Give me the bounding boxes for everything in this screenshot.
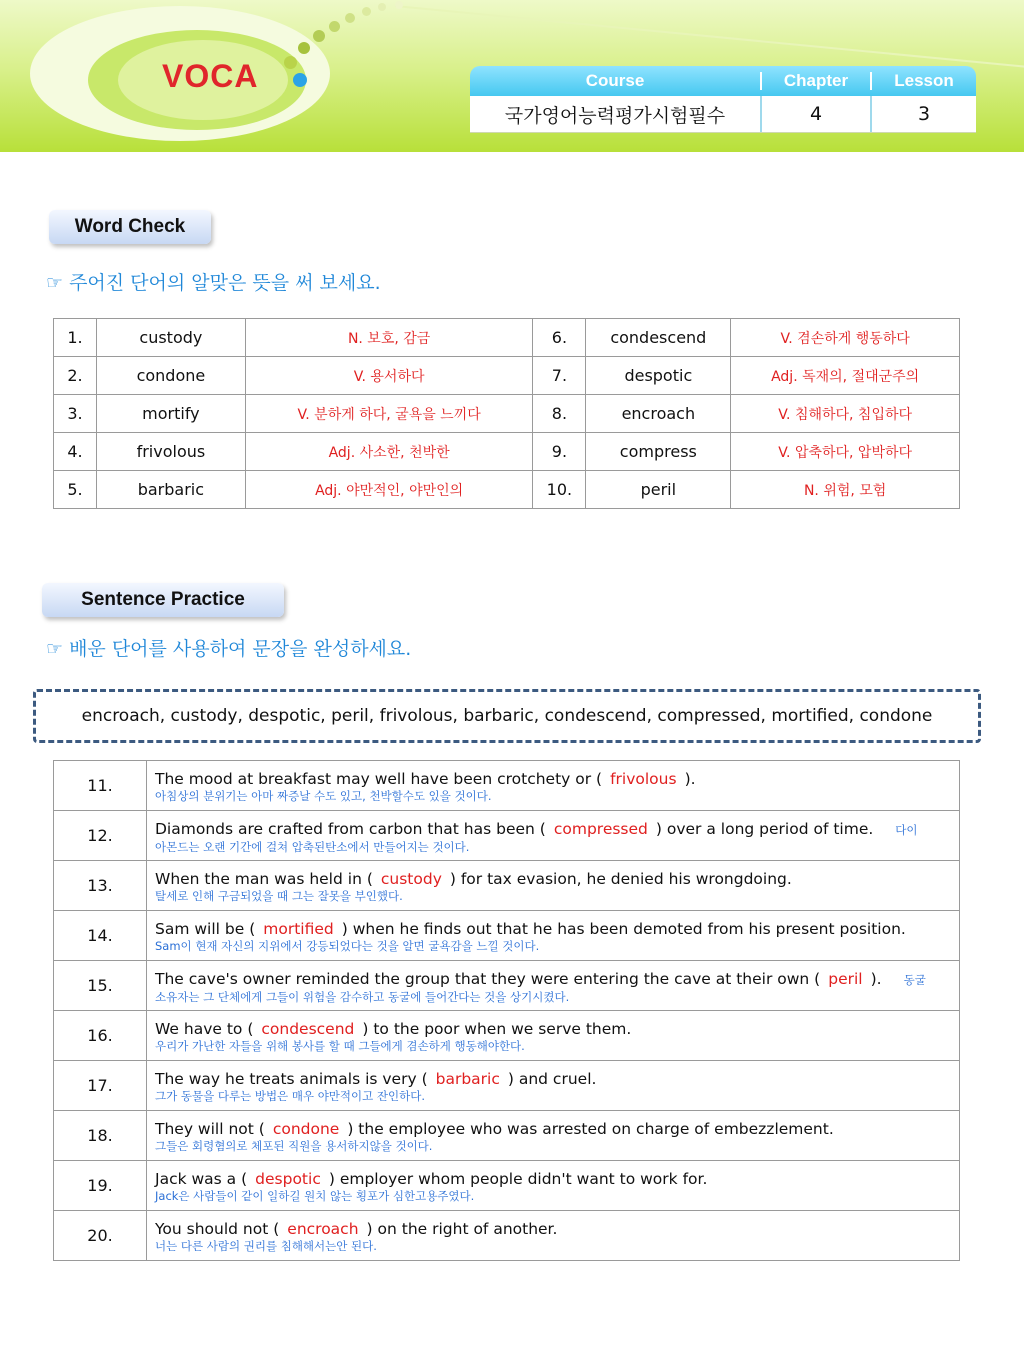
sentence-after: ) the employee who was arrested on charge of embezzlement.	[347, 1120, 834, 1138]
chapter-value: 4	[809, 103, 823, 125]
sentence-after: ) for tax evasion, he denied his wrongdoing.	[449, 870, 792, 888]
sentence-number: 14.	[54, 911, 147, 961]
table-row	[54, 1211, 960, 1261]
sentence-cell	[147, 1111, 960, 1161]
word-number: 1.	[54, 319, 97, 357]
korean-translation: 소유자는 그 단체에게 그들이 위험을 감수하고 동굴에 들어간다는 것을 상기시켰다.	[155, 989, 570, 1004]
word: despotic	[586, 357, 731, 395]
sentence-before: The mood at breakfast may well have been crotchety or (	[155, 770, 603, 788]
word: compress	[586, 433, 731, 471]
word-check-instruction: ☞ 주어진 단어의 알맞은 뜻을 써 보세요.	[46, 272, 381, 294]
table-row	[54, 811, 960, 861]
korean-translation: 아침상의 분위기는 아마 짜증날 수도 있고, 천박할수도 있을 것이다.	[155, 789, 492, 803]
answer-blank: frivolous	[610, 770, 677, 788]
english-sentence	[155, 969, 951, 990]
decor-dot	[362, 7, 371, 16]
sentence-after: ) to the poor when we serve them.	[362, 1020, 632, 1038]
english-sentence	[155, 1219, 951, 1239]
sentence-after: ) and cruel.	[507, 1070, 597, 1088]
decor-dot	[293, 73, 307, 87]
answer-blank: encroach	[287, 1220, 359, 1238]
chapter-column-label: Chapter	[783, 71, 849, 90]
answer-blank: barbaric	[435, 1070, 500, 1088]
sentence-number: 12.	[54, 811, 147, 861]
word-number: 5.	[54, 471, 97, 509]
lesson-column-label: Lesson	[894, 71, 954, 90]
sentence-cell	[147, 811, 960, 861]
word-check-title: Word Check	[49, 210, 211, 244]
table-row	[54, 357, 960, 395]
table-row	[54, 471, 960, 509]
sentence-table	[53, 760, 960, 1261]
voca-logo: VOCA	[162, 58, 259, 94]
word: condescend	[586, 319, 731, 357]
lesson-value: 3	[917, 103, 931, 125]
course-info-values	[470, 96, 976, 133]
table-row	[54, 319, 960, 357]
sentence-before: The way he treats animals is very (	[155, 1070, 428, 1088]
decorative-sweep-line	[395, 5, 1024, 68]
sentence-number: 17.	[54, 1061, 147, 1111]
korean-translation: 너는 다른 사람의 권리를 침해해서는안 된다.	[155, 1239, 377, 1253]
table-row	[54, 761, 960, 811]
sentence-after: ) over a long period of time.	[655, 819, 874, 838]
word-number: 3.	[54, 395, 97, 433]
word: condone	[96, 357, 245, 395]
word: frivolous	[96, 433, 245, 471]
english-sentence	[155, 1169, 951, 1189]
table-row	[54, 395, 960, 433]
english-sentence	[155, 1069, 951, 1089]
korean-translation-start: 다이	[895, 822, 918, 837]
decor-dot	[329, 21, 340, 32]
decor-dot	[345, 13, 355, 23]
english-sentence	[155, 1119, 951, 1139]
course-info-table	[470, 66, 976, 132]
answer-blank: despotic	[255, 1170, 321, 1188]
answer-blank: condone	[272, 1120, 340, 1138]
word-meaning: Adj. 야만적인, 야만인의	[245, 471, 533, 509]
decor-dot	[313, 30, 325, 42]
word-meaning: V. 용서하다	[245, 357, 533, 395]
korean-translation: Jack은 사람들이 같이 일하길 원치 않는 횡포가 심한고용주였다.	[155, 1189, 475, 1203]
sentence-cell	[147, 961, 960, 1011]
answer-blank: custody	[380, 870, 442, 888]
korean-translation-start: 동굴	[903, 972, 926, 987]
course-column-label: Course	[585, 71, 645, 90]
word: barbaric	[96, 471, 245, 509]
sentence-number: 11.	[54, 761, 147, 811]
sentence-cell	[147, 1011, 960, 1061]
sentence-after: ) on the right of another.	[366, 1220, 558, 1238]
decor-dot	[298, 42, 310, 54]
english-sentence	[155, 769, 951, 789]
english-sentence	[155, 869, 951, 889]
word-meaning: V. 압축하다, 압박하다	[731, 433, 960, 471]
word-number: 10.	[533, 471, 586, 509]
sentence-before: The cave's owner reminded the group that they were entering the cave at their own (	[155, 969, 821, 988]
word-meaning: Adj. 독재의, 절대군주의	[731, 357, 960, 395]
sentence-number: 13.	[54, 861, 147, 911]
word-meaning: N. 위험, 모험	[731, 471, 960, 509]
korean-translation: 그가 동물을 다루는 방법은 매우 야만적이고 잔인하다.	[155, 1089, 425, 1103]
table-row	[54, 433, 960, 471]
sentence-number: 19.	[54, 1161, 147, 1211]
sentence-cell	[147, 1061, 960, 1111]
table-row	[54, 961, 960, 1011]
sentence-after: ).	[684, 770, 696, 788]
word-number: 6.	[533, 319, 586, 357]
decor-dot	[284, 56, 297, 69]
sentence-before: You should not (	[155, 1220, 280, 1238]
sentence-number: 15.	[54, 961, 147, 1011]
korean-translation: 우리가 가난한 자들을 위해 봉사를 할 때 그들에게 겸손하게 행동해야한다.	[155, 1039, 525, 1053]
word-bank: encroach, custody, despotic, peril, frivolous, barbaric, condescend, compressed, mortified, condone	[33, 689, 981, 743]
table-row	[54, 911, 960, 961]
sentence-after: ).	[870, 969, 882, 988]
sentence-after: ) employer whom people didn't want to work for.	[328, 1170, 708, 1188]
sentence-before: Jack was a (	[155, 1170, 248, 1188]
table-row	[54, 1111, 960, 1161]
word-meaning: V. 침해하다, 침입하다	[731, 395, 960, 433]
sentence-before: Sam will be (	[155, 920, 256, 938]
sentence-practice-instruction: ☞ 배운 단어를 사용하여 문장을 완성하세요.	[46, 638, 412, 660]
word: peril	[586, 471, 731, 509]
header-band	[0, 0, 1024, 152]
sentence-cell	[147, 761, 960, 811]
word: custody	[96, 319, 245, 357]
sentence-before: They will not (	[155, 1120, 265, 1138]
table-row	[54, 1161, 960, 1211]
table-row	[54, 1061, 960, 1111]
english-sentence	[155, 819, 951, 840]
sentence-cell	[147, 1211, 960, 1261]
english-sentence	[155, 919, 951, 939]
decor-dot	[378, 3, 386, 11]
answer-blank: peril	[828, 969, 863, 988]
answer-blank: mortified	[263, 920, 334, 938]
sentence-number: 18.	[54, 1111, 147, 1161]
sentence-number: 20.	[54, 1211, 147, 1261]
word: mortify	[96, 395, 245, 433]
word: encroach	[586, 395, 731, 433]
word-number: 7.	[533, 357, 586, 395]
word-number: 9.	[533, 433, 586, 471]
word-check-table	[53, 318, 960, 509]
answer-blank: condescend	[261, 1020, 355, 1038]
sentence-before: We have to (	[155, 1020, 254, 1038]
sentence-practice-title: Sentence Practice	[42, 583, 284, 617]
sentence-number: 16.	[54, 1011, 147, 1061]
answer-blank: compressed	[553, 819, 648, 838]
sentence-cell	[147, 1161, 960, 1211]
course-value: 국가영어능력평가시험필수	[504, 104, 726, 127]
table-row	[54, 1011, 960, 1061]
table-row	[54, 861, 960, 911]
sentence-before: Diamonds are crafted from carbon that has been (	[155, 819, 546, 838]
decor-dot	[395, 1, 403, 9]
korean-translation: 아몬드는 오랜 기간에 걸쳐 압축된탄소에서 만들어지는 것이다.	[155, 839, 470, 854]
word-number: 2.	[54, 357, 97, 395]
word-meaning: V. 겸손하게 행동하다	[731, 319, 960, 357]
sentence-cell	[147, 911, 960, 961]
korean-translation: Sam이 현재 자신의 지위에서 강등되었다는 것을 알면 굴욕감을 느낄 것이다.	[155, 939, 540, 953]
sentence-cell	[147, 861, 960, 911]
sentence-after: ) when he finds out that he has been demoted from his present position.	[341, 920, 906, 938]
korean-translation: 탈세로 인해 구금되었을 때 그는 잘못을 부인했다.	[155, 889, 403, 903]
word-number: 4.	[54, 433, 97, 471]
word-meaning: V. 분하게 하다, 굴욕을 느끼다	[245, 395, 533, 433]
word-meaning: N. 보호, 감금	[245, 319, 533, 357]
korean-translation: 그들은 회령혐의로 체포된 직원을 용서하지않을 것이다.	[155, 1139, 433, 1153]
word-meaning: Adj. 사소한, 천박한	[245, 433, 533, 471]
word-number: 8.	[533, 395, 586, 433]
sentence-before: When the man was held in (	[155, 870, 373, 888]
english-sentence	[155, 1019, 951, 1039]
course-info-header	[470, 66, 976, 96]
